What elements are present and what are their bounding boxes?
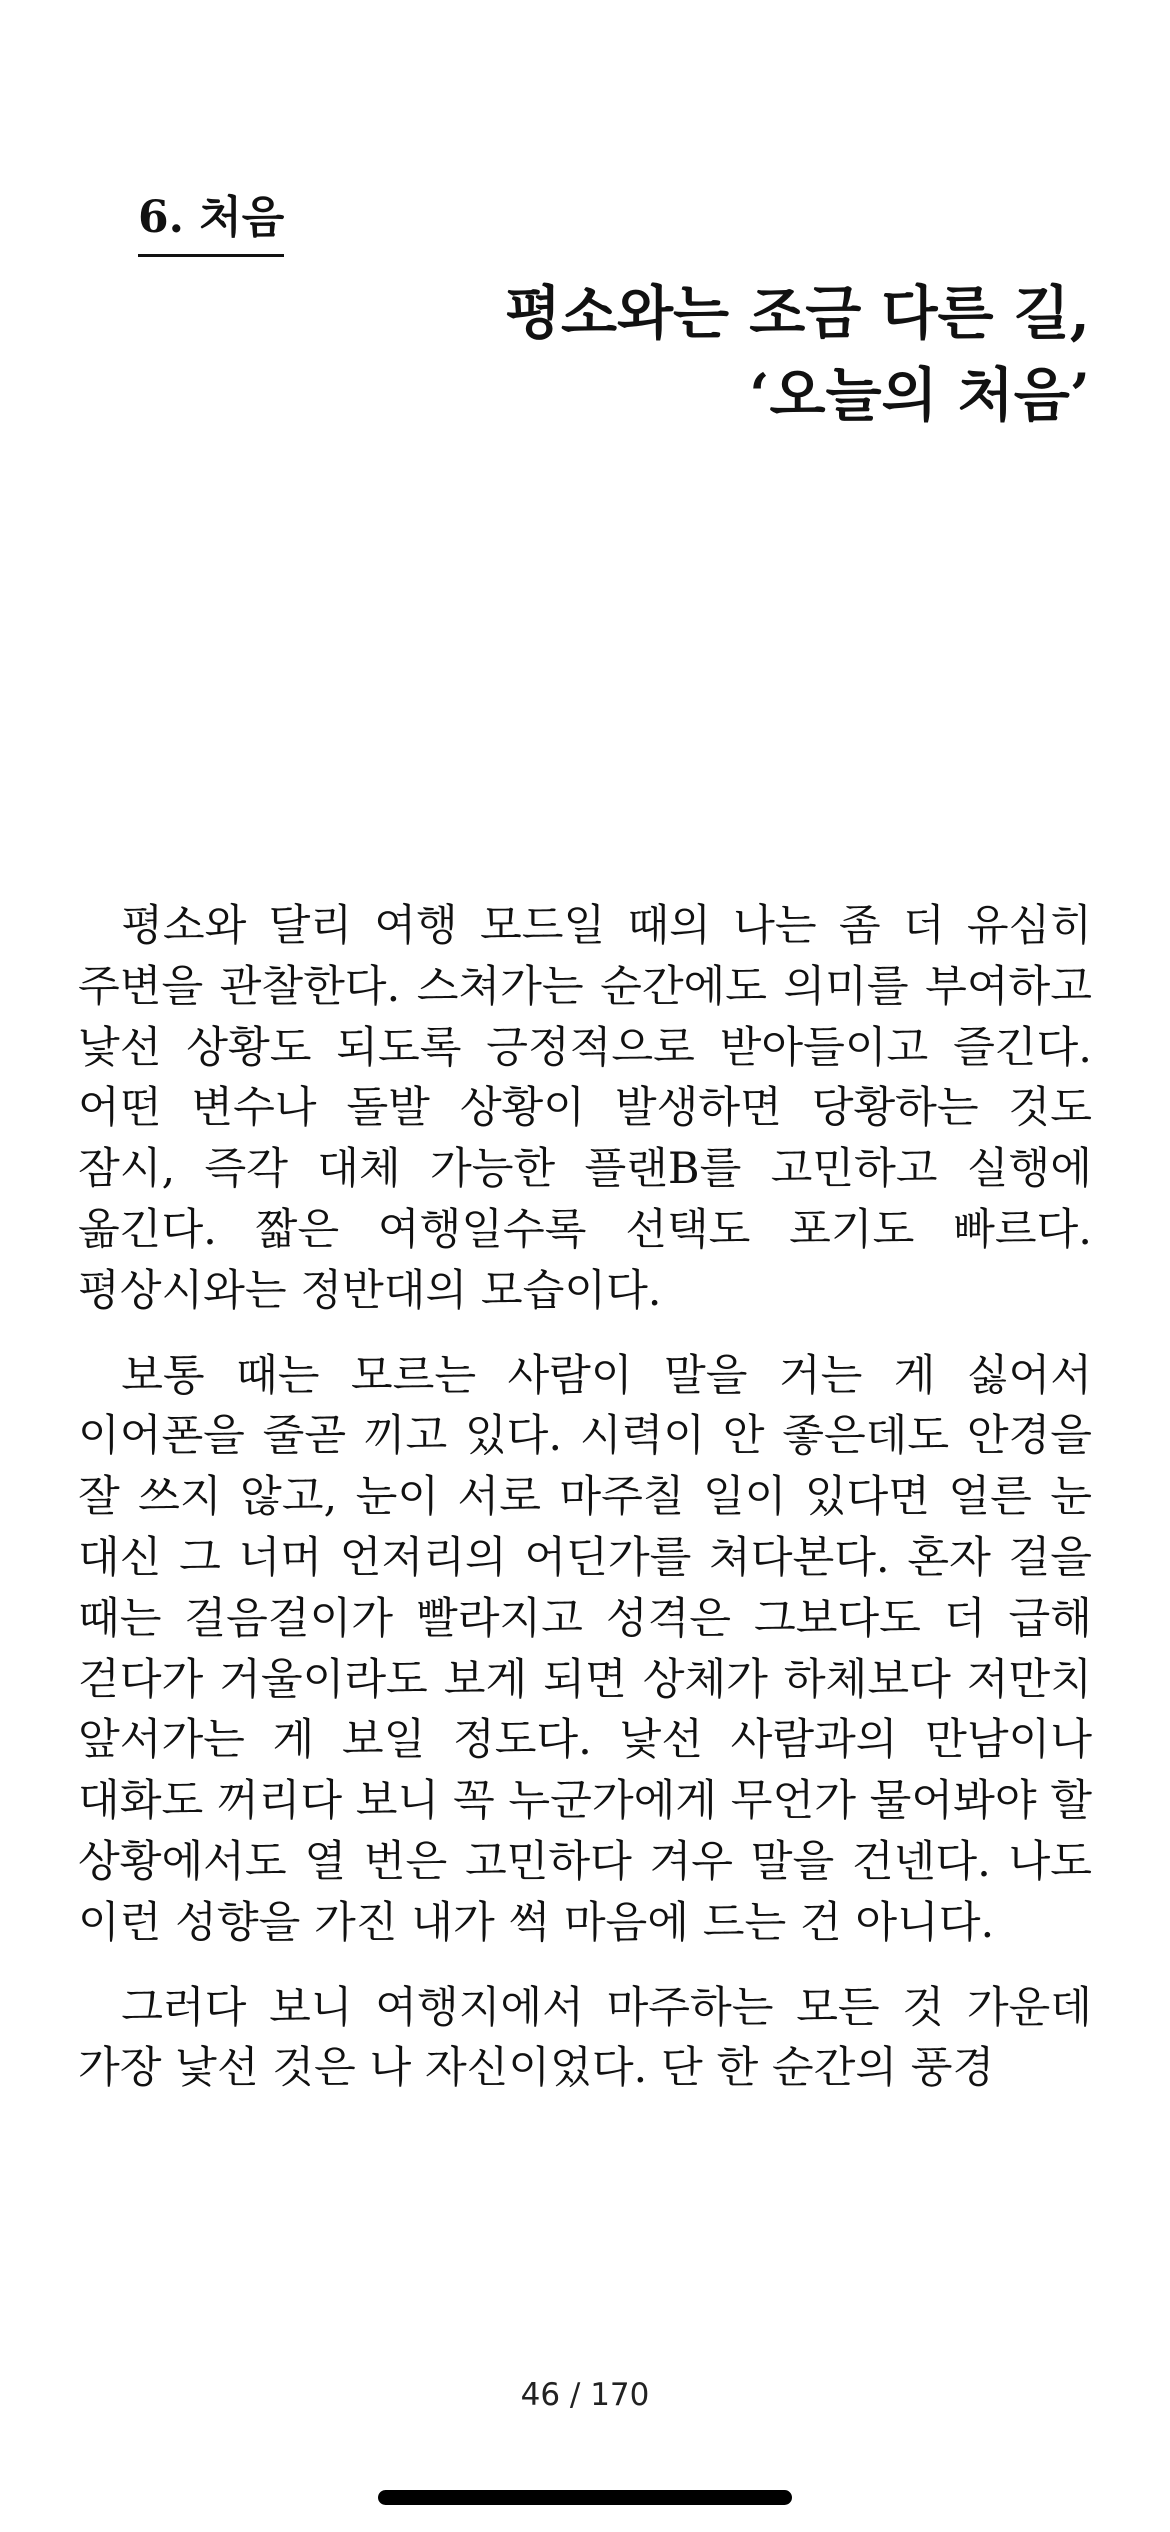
paragraph-3: 그러다 보니 여행지에서 마주하는 모든 것 가운데 가장 낯선 것은 나 자신이었다. 단 한 순간의 풍경 xyxy=(78,1982,1092,2094)
home-indicator[interactable] xyxy=(378,2490,792,2505)
paragraph-2: 보통 때는 모르는 사람이 말을 거는 게 싫어서 이어폰을 줄곧 끼고 있다. 시력이 안 좋은데도 안경을 잘 쓰지 않고, 눈이 서로 마주칠 일이 있다면 얼른 눈 대신 그 너머 언저리의 어딘가를 쳐다본다. 혼자 걸을 때는 걸음걸이가 빨라지고 성격은 그보다도 더 급해 걷다가 거울이라도 보게 되면 상체가 하체보다 저만치 앞서가는 게 보일 정도다. 낯선 사람과의 만남이나 대화도 꺼리다 보니 꼭 누군가에게 무언가 물어봐야 할 상황에서도 열 번은 고민하다 겨우 말을 건넨다. 나도 이런 성향을 가진 내가 썩 마음에 드는 건 아니다. xyxy=(78,1350,1092,1948)
page-indicator: 46 / 170 xyxy=(520,2377,650,2413)
paragraph-1: 평소와 달리 여행 모드일 때의 나는 좀 더 유심히 주변을 관찰한다. 스쳐가는 순간에도 의미를 부여하고 낯선 상황도 되도록 긍정적으로 받아들이고 즐긴다. 어떤 변수나 돌발 상황이 발생하면 당황하는 것도 잠시, 즉각 대체 가능한 플랜B를 고민하고 실행에 옮긴다. 짧은 여행일수록 선택도 포기도 빠르다. 평상시와는 정반대의 모습이다. xyxy=(78,901,1092,1316)
chapter-title-line-1: 평소와는 조금 다른 길, xyxy=(504,279,1090,347)
chapter-title xyxy=(505,272,1090,436)
chapter-label: 6. 처음 xyxy=(138,188,284,257)
chapter-title-line-2: ‘오늘의 처음’ xyxy=(749,361,1090,429)
body-text xyxy=(78,896,1092,2278)
